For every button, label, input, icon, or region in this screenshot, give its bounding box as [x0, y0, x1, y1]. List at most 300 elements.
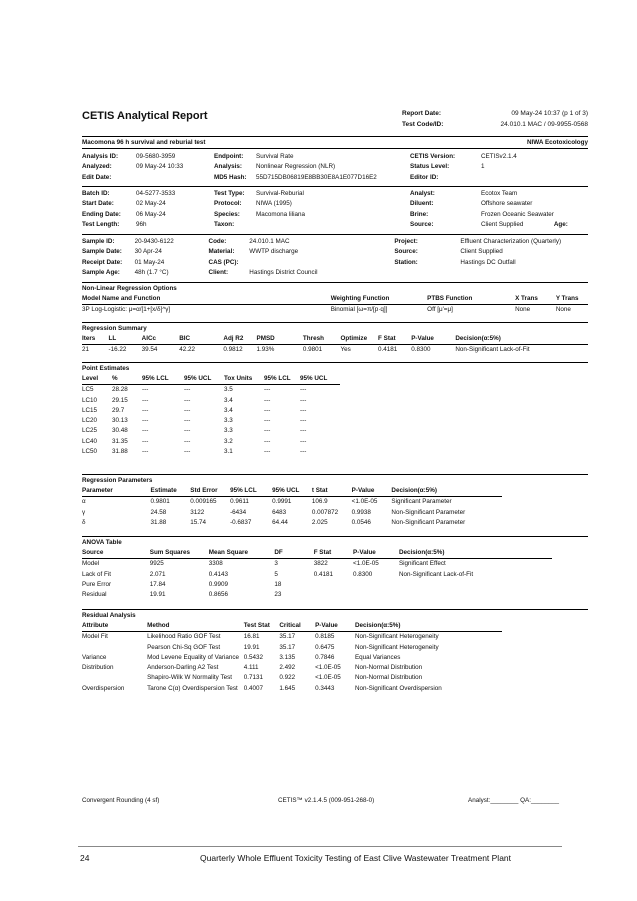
test-code: 24.010.1 MAC / 09-9955-0568 [500, 121, 588, 128]
column-header: % [112, 374, 142, 385]
table-cell: 19.91 [243, 643, 260, 651]
table-cell: 3.4 [224, 406, 233, 414]
table-cell: --- [142, 396, 149, 404]
table-cell: 39.54 [141, 346, 158, 354]
anova-section [82, 536, 588, 600]
info-row [82, 247, 588, 257]
info-label: Species: [214, 210, 240, 218]
table-cell: 0.7131 [243, 674, 263, 682]
table-cell: --- [142, 406, 149, 414]
table-row [82, 684, 502, 694]
test-name-bar [82, 136, 588, 149]
info-block-1 [82, 152, 588, 183]
info-label: Test Type: [214, 190, 245, 197]
info-label: Age: [553, 220, 568, 228]
info-label: Receipt Date: [82, 258, 123, 266]
info-value: 04-5277-3533 [136, 190, 176, 197]
info-row [82, 173, 581, 183]
table-header-row [82, 334, 588, 345]
info-label: Sample Date: [82, 248, 122, 256]
table-cell [82, 643, 147, 653]
info-label: Analysis: [214, 163, 242, 171]
table-cell: --- [300, 386, 307, 394]
column-header: Estimate [151, 486, 191, 497]
info-label [554, 210, 584, 220]
table-row [82, 426, 340, 436]
table-cell: 21 [82, 346, 90, 354]
table-cell: 0.4143 [208, 570, 229, 578]
column-header: Decision(α:5%) [391, 486, 502, 497]
table-cell: Non-Significant Heterogeneity [354, 633, 439, 641]
column-header: Tox Units [224, 374, 264, 385]
info-value: 06 May-24 [136, 210, 166, 218]
info-label: Editor ID: [410, 173, 439, 181]
column-header: Method [147, 621, 244, 632]
info-value: 09 May-24 10:33 [136, 163, 184, 171]
table-cell [353, 590, 399, 600]
table-cell: LC50 [82, 448, 98, 456]
table-row [82, 570, 552, 580]
column-header: P-Value [411, 334, 455, 345]
table-row [82, 406, 340, 416]
info-label: Start Date: [82, 200, 114, 208]
table-header-row [82, 486, 502, 497]
table-cell: None [555, 306, 571, 314]
column-header: 95% LCL [142, 374, 184, 385]
table-cell: 3.5 [224, 386, 233, 394]
table-cell: Model Fit [82, 633, 108, 641]
table-cell: --- [264, 448, 271, 456]
column-header: DF [274, 548, 313, 559]
table-row [82, 580, 552, 590]
table-row [82, 518, 502, 528]
column-header: Adj R2 [223, 334, 256, 345]
info-value [249, 258, 394, 268]
table-cell: LC10 [82, 396, 98, 404]
table-cell: 23 [274, 591, 282, 599]
table-cell: LC20 [82, 417, 98, 425]
table-cell: 0.4181 [378, 346, 398, 354]
table-row [82, 673, 502, 683]
table-cell: --- [184, 386, 191, 394]
column-header: 95% UCL [272, 486, 312, 497]
table-cell: --- [300, 437, 307, 445]
column-header: 95% LCL [230, 486, 272, 497]
table-cell: <1.0E-05 [351, 498, 378, 506]
table-row [82, 643, 502, 653]
table-row [82, 305, 588, 316]
info-label [554, 199, 584, 209]
table-cell: 0.9909 [208, 580, 229, 588]
column-header: Weighting Function [331, 294, 427, 305]
info-label: Edit Date: [82, 173, 112, 181]
table-cell: 9925 [149, 560, 164, 568]
table-cell: Shapiro-Wilk W Normality Test [147, 674, 232, 682]
table-header-row [82, 548, 552, 559]
table-cell: γ [82, 508, 86, 516]
info-value: 01 May-24 [134, 258, 165, 266]
info-value: 48h (1.7 °C) [134, 268, 169, 276]
column-header: F Stat [314, 548, 353, 559]
table-cell: 42.22 [179, 346, 195, 354]
table-cell: 30.48 [112, 427, 128, 435]
info-value: Hastings District Council [249, 268, 318, 276]
info-label: Analyst: [410, 190, 435, 197]
info-label: Code: [208, 238, 227, 245]
table-cell: 3.3 [224, 417, 233, 425]
info-label: Endpoint: [214, 153, 244, 160]
table-cell: --- [264, 427, 271, 435]
nlr-section [82, 282, 588, 316]
info-label [561, 258, 588, 268]
table-cell: LC25 [82, 427, 98, 435]
table-row [82, 663, 502, 673]
report-date-label: Report Date: [402, 110, 442, 117]
table-cell: --- [300, 417, 307, 425]
page-footer-title: Quarterly Whole Effluent Toxicity Testing of East Clive Wastewater Treatment Plant [200, 853, 512, 863]
table-cell: Pearson Chi-Sq GOF Test [147, 643, 221, 651]
column-header: Optimize [340, 334, 378, 345]
table-cell: Binomial [ω=π/[p·q]] [330, 306, 388, 314]
table-cell: --- [142, 427, 149, 435]
table-cell: 29.15 [112, 396, 128, 404]
table-row [82, 590, 552, 600]
info-value: 96h [136, 220, 147, 228]
column-header: F Stat [378, 334, 411, 345]
table-cell: 1.645 [279, 684, 296, 692]
table-cell: Variance [82, 653, 107, 661]
info-block-2 [82, 189, 588, 230]
info-label: Client: [208, 268, 229, 276]
column-header: P-Value [315, 621, 355, 632]
table-row [82, 345, 588, 356]
column-header: Std Error [190, 486, 230, 497]
table-cell: --- [184, 417, 191, 425]
table-cell: 0.9801 [302, 346, 323, 354]
column-header: Mean Square [209, 548, 275, 559]
info-label: Test Length: [82, 220, 120, 228]
table-cell: 3822 [313, 560, 328, 568]
info-row [82, 237, 588, 247]
table-cell: 64.44 [272, 518, 288, 526]
table-cell: --- [264, 396, 271, 404]
column-header: Attribute [82, 621, 147, 632]
table-cell: <1.0E-05 [353, 560, 379, 568]
info-label [551, 162, 581, 172]
table-cell: 19.91 [149, 591, 166, 599]
table-cell: 0.9812 [223, 346, 243, 354]
info-label: CETIS Version: [410, 153, 456, 160]
info-value: WWTP discharge [249, 248, 299, 256]
table-cell: 4.111 [243, 664, 259, 672]
table-cell: 0.007872 [311, 508, 339, 516]
table-cell: --- [184, 448, 191, 456]
table-cell: Non-Significant Lack-of-Fit [455, 346, 530, 354]
table-cell [82, 673, 147, 683]
info-value [460, 268, 561, 278]
column-header: Decision(α:5%) [399, 548, 552, 559]
info-label: MD5 Hash: [214, 173, 247, 181]
table-cell: Pure Error [82, 580, 112, 588]
info-label: Source: [410, 220, 434, 228]
table-cell: Non-Significant Lack-of-Fit [398, 570, 474, 578]
table-cell: -16.22 [108, 346, 127, 354]
table-cell: 0.009165 [190, 498, 217, 506]
table-cell [399, 590, 552, 600]
table-cell: Significant Parameter [391, 498, 452, 506]
table-cell: LC15 [82, 406, 98, 414]
table-cell: Non-Normal Distribution [354, 664, 423, 672]
table-row [82, 497, 502, 508]
table-cell: 3.1 [224, 448, 233, 456]
info-value: Frozen Oceanic Seawater [481, 210, 554, 218]
info-row [82, 162, 581, 172]
residual-analysis-title: Residual Analysis [82, 609, 588, 621]
table-cell: Non-Significant Parameter [391, 508, 466, 516]
table-cell: α [82, 498, 86, 506]
table-row [82, 385, 340, 396]
info-label: Taxon: [214, 220, 235, 228]
table-cell: 0.3443 [315, 684, 335, 692]
table-cell: Residual [82, 591, 107, 599]
table-cell: --- [142, 417, 149, 425]
info-label: Analysis ID: [82, 153, 119, 160]
table-cell: 0.9938 [351, 508, 371, 516]
table-row [82, 632, 502, 643]
table-cell: LC40 [82, 437, 98, 445]
info-label: Ending Date: [82, 210, 121, 218]
column-header: Critical [279, 621, 315, 632]
table-cell: 0.922 [279, 674, 296, 682]
info-value: 55D715DB06819E8BB30E8A1E077D16E2 [256, 173, 377, 181]
column-header: 95% UCL [300, 374, 340, 385]
info-value [136, 173, 214, 183]
column-header: Model Name and Function [82, 294, 331, 305]
test-code-label: Test Code/ID: [402, 121, 444, 128]
info-value: Macomona liliana [256, 210, 306, 218]
column-header: PTBS Function [427, 294, 515, 305]
table-cell [314, 590, 353, 600]
table-cell: 31.88 [150, 518, 167, 526]
table-cell: 3 [274, 560, 278, 568]
info-value: Offshore seawater [481, 200, 533, 208]
table-cell: --- [184, 427, 191, 435]
info-value [256, 220, 410, 230]
info-value: Survival-Reburial [256, 190, 304, 197]
table-cell: Yes [340, 346, 351, 354]
table-cell: --- [300, 396, 307, 404]
cetis-version-note: CETIS™ v2.1.4.5 (009-951-268-0) [278, 797, 375, 804]
info-value: 1 [481, 163, 485, 171]
info-value: CETISv2.1.4 [481, 153, 517, 160]
info-value: Client Supplied [460, 248, 503, 256]
table-cell: 0.5432 [243, 653, 263, 661]
info-value: Survival Rate [256, 153, 294, 160]
info-label [554, 189, 584, 199]
column-header: Source [82, 548, 150, 559]
anova-title: ANOVA Table [82, 536, 588, 548]
table-cell: 1.93% [256, 346, 275, 354]
table-cell: 31.35 [112, 437, 128, 445]
info-row [82, 268, 588, 278]
table-cell: 35.17 [279, 633, 296, 641]
column-header: Parameter [82, 486, 151, 497]
test-name: Macomona 96 h survival and reburial test [82, 139, 206, 146]
info-row [82, 152, 581, 162]
table-cell: LC5 [82, 386, 94, 394]
table-cell: 3.3 [224, 427, 233, 435]
info-value: Effluent Characterization (Quarterly) [460, 238, 562, 245]
column-header: Iters [82, 334, 109, 345]
table-cell: Overdispersion [82, 684, 125, 692]
info-label: Protocol: [214, 200, 242, 208]
regression-parameters-title: Regression Parameters [82, 474, 588, 486]
table-cell: Significant Effect [398, 560, 446, 568]
table-cell: --- [264, 417, 271, 425]
table-header-row [82, 294, 588, 305]
column-header: BIC [179, 334, 223, 345]
table-cell: Non-Significant Overdispersion [354, 684, 442, 692]
info-row [82, 258, 588, 268]
table-cell: Mod Levene Equality of Variance [147, 653, 240, 661]
table-cell: 30.13 [112, 417, 128, 425]
lab-name: NIWA Ecotoxicology [527, 139, 588, 146]
table-row [82, 508, 502, 518]
table-cell: 24.58 [150, 508, 167, 516]
column-header: Level [82, 374, 112, 385]
info-label: Material: [208, 248, 235, 256]
table-cell: --- [142, 448, 149, 456]
info-value: 24.010.1 MAC [249, 238, 290, 245]
info-value [481, 173, 551, 183]
report-title: CETIS Analytical Report [82, 110, 208, 122]
table-cell: <1.0E-05 [315, 664, 341, 672]
table-cell: 31.88 [112, 448, 128, 456]
table-cell [399, 580, 552, 590]
column-header: X Trans [515, 294, 556, 305]
table-cell: 16.81 [243, 633, 260, 641]
column-header: Sum Squares [150, 548, 209, 559]
page-footer-rule [78, 846, 562, 847]
table-cell: Equal Variances [354, 653, 401, 661]
column-header: Y Trans [556, 294, 588, 305]
table-cell: 3.2 [224, 437, 233, 445]
table-cell: <1.0E-05 [315, 674, 341, 682]
info-label: Diluent: [410, 200, 434, 208]
table-cell: 0.9611 [230, 498, 249, 506]
residual-analysis-section [82, 609, 588, 694]
table-cell: 0.4007 [243, 684, 263, 692]
table-cell: --- [300, 406, 307, 414]
info-row [82, 189, 584, 199]
page-number: 24 [80, 853, 90, 863]
info-value: 09-5680-3959 [136, 153, 176, 160]
table-cell: 3P Log-Logistic: μ=α/[1+[x/δ]^γ] [82, 306, 171, 314]
table-cell: --- [300, 448, 307, 456]
table-cell: 0.9801 [150, 498, 170, 506]
table-cell: 2.025 [311, 518, 328, 526]
info-row [82, 199, 584, 209]
table-cell: None [515, 306, 531, 314]
table-cell: 3308 [208, 560, 223, 568]
point-estimates-section [82, 362, 588, 457]
table-header-row [82, 374, 340, 385]
regression-summary-title: Regression Summary [82, 322, 588, 334]
table-cell: 0.8185 [315, 633, 335, 641]
table-cell: 3.135 [279, 653, 296, 661]
table-cell: --- [184, 406, 191, 414]
info-label [394, 268, 460, 278]
table-cell: Anderson-Darling A2 Test [147, 664, 219, 672]
column-header: Thresh [303, 334, 341, 345]
info-label: Station: [394, 258, 418, 266]
table-cell: 0.6475 [315, 643, 335, 651]
column-header: Decision(α:5%) [355, 621, 502, 632]
table-cell: Off [μ'=μ] [427, 306, 453, 314]
table-cell: Distribution [82, 664, 114, 672]
regression-parameters-section [82, 474, 588, 528]
info-label: Project: [394, 238, 418, 245]
info-label: Batch ID: [82, 190, 110, 197]
table-cell: 0.9991 [272, 498, 292, 506]
info-label [551, 173, 581, 183]
rounding-note: Convergent Rounding (4 sf) [82, 797, 160, 804]
table-cell: --- [300, 427, 307, 435]
table-cell: 6483 [272, 508, 287, 516]
table-cell: --- [264, 437, 271, 445]
table-cell [314, 580, 353, 590]
regression-summary-section [82, 322, 588, 356]
column-header: P-Value [352, 486, 392, 497]
table-row [82, 559, 552, 570]
info-block-3 [82, 237, 588, 278]
info-label [561, 247, 588, 257]
table-cell: 2.071 [149, 570, 166, 578]
table-cell: --- [142, 386, 149, 394]
info-row [82, 210, 584, 220]
column-header: 95% LCL [264, 374, 300, 385]
table-cell: 5 [274, 570, 278, 578]
table-cell: 35.17 [279, 643, 296, 651]
column-header: LL [109, 334, 142, 345]
info-value: 30 Apr-24 [134, 248, 162, 256]
table-cell: Non-Normal Distribution [354, 674, 423, 682]
table-cell: 0.4181 [313, 570, 333, 578]
table-cell: Non-Significant Heterogeneity [354, 643, 439, 651]
table-cell: 3.4 [224, 396, 233, 404]
info-label: Sample ID: [82, 238, 115, 245]
info-label: Brine: [410, 210, 429, 218]
column-header: t Stat [312, 486, 352, 497]
info-label [561, 268, 588, 278]
column-header: Test Stat [244, 621, 280, 632]
info-value: Hastings DC Outfall [460, 258, 516, 266]
table-cell: --- [264, 406, 271, 414]
table-cell: 0.7846 [315, 653, 335, 661]
table-row [82, 653, 502, 663]
table-row [82, 447, 340, 457]
info-label: Source: [394, 248, 418, 256]
report-date: 09 May-24 10:37 (p 1 of 3) [511, 110, 588, 117]
info-label [551, 152, 581, 162]
table-cell: 28.28 [112, 386, 128, 394]
info-value: 02 May-24 [136, 200, 166, 208]
table-cell: 29.7 [112, 406, 125, 414]
table-cell: 17.84 [149, 580, 166, 588]
table-cell [353, 580, 399, 590]
table-cell: 3122 [190, 508, 205, 516]
table-cell: 106.9 [311, 498, 328, 506]
